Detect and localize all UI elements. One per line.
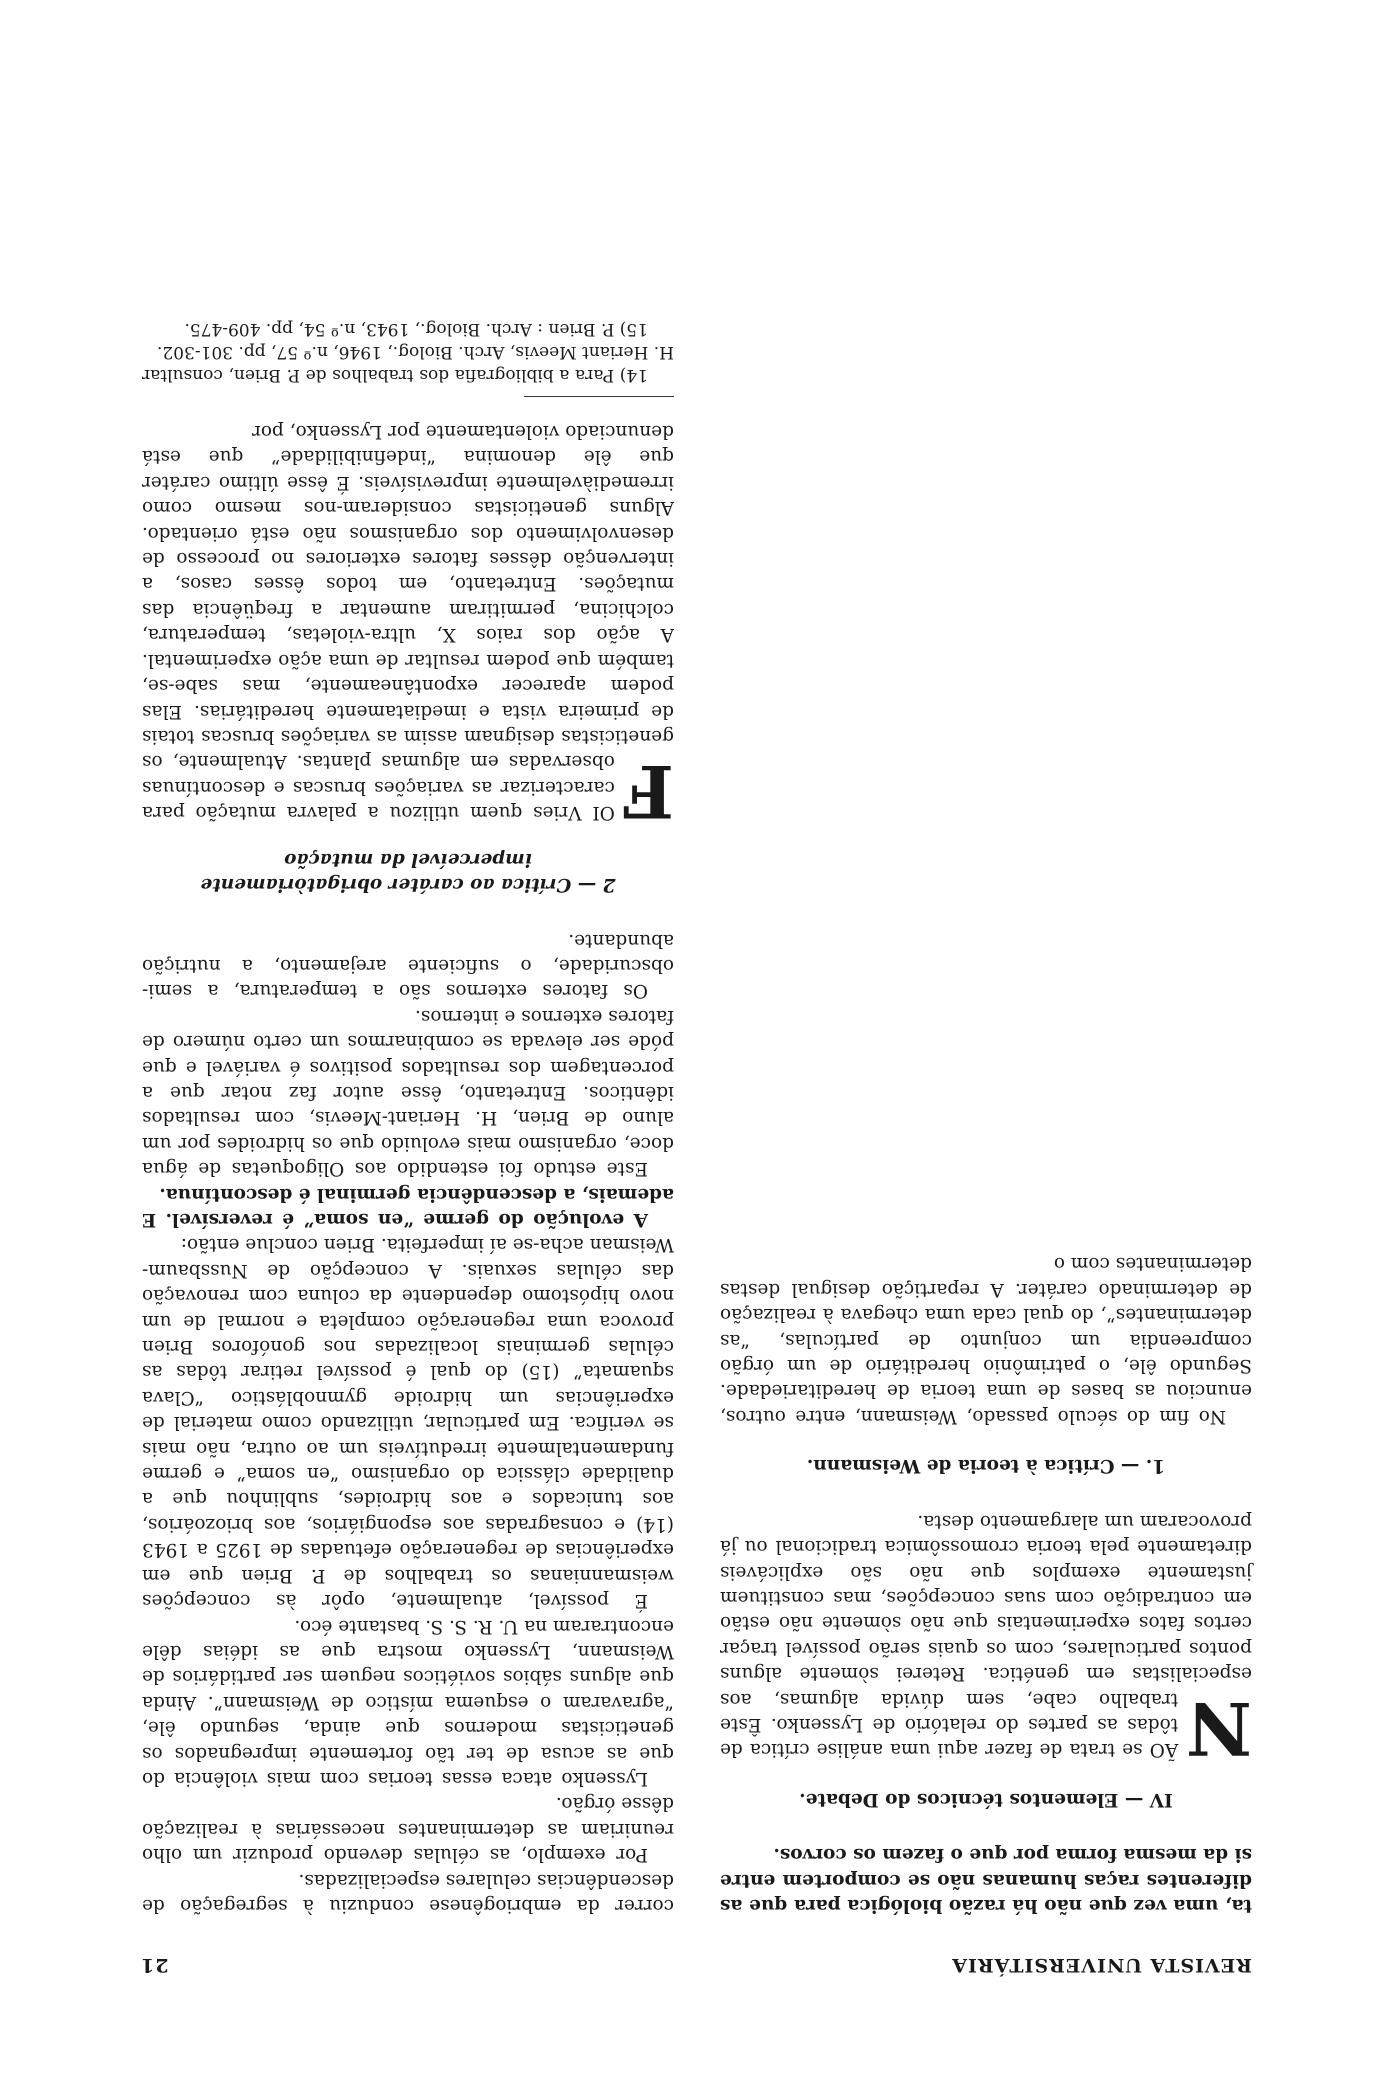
right-column bbox=[142, 317, 674, 1918]
paragraph: No fim do século passado, Weismann, entre outros, enunciou as bases de uma teoria de hereditariedade. Segundo êle, o patrimônio hereditário de um órgão compreendia um conjunto de partículas, “as determinantes”, do qual cada uma chegava à realização de determinado caráter. A repartição desigual destas determinantes com o bbox=[720, 1253, 1252, 1427]
paragraph-devries bbox=[142, 419, 674, 835]
paragraph: É possível, atualmente, opôr às concepções weismannianas os trabalhos de P. Brien que em experiências de regeneração efetuadas de 1925 a 1943 (14) e consagradas aos espongiários, aos briozoários, aos tunicados e aos hidroides, sublinhou que a dualidade clássica do organismo “en soma” e germe fundamentalmente irredutíveis um ao outra, não mais se verifica. Em particular, utilizando como material de experiências um hidroide gymnoblástico “Clava squamata” (15) do qual é possível retirar tôdas as células germinais localizadas nos gonóforos Brien provoca uma regeneração completa e normal de um novo hipóstomo dependente da coluna com renovação das células sexuais. A concepção de Nussbaum-Weisman acha-se aí imperfeita. Brien conclue então: bbox=[142, 1234, 674, 1612]
subsection-heading: 1. — Crítica à teoria de Weismann. bbox=[806, 1455, 1166, 1477]
paragraph-intro bbox=[720, 1508, 1252, 1772]
drop-cap: F bbox=[622, 749, 674, 835]
footnote-divider bbox=[524, 396, 674, 397]
paragraph: Lyssenko ataca essas teorias com mais violência do que as acusa de ter tão fortemente impregnados os geneticistas modernos que ainda, segundo êle, “agravaram o esquema místico de Weismann”. Ainda que alguns sábios soviéticos neguem ser partidários de Weismann, Lyssenko mostra que as idéias dêle encontraram na U. R. S. S. bastante éco. bbox=[142, 1615, 674, 1789]
journal-title: REVISTA UNIVERSITÁRIA bbox=[951, 1954, 1252, 1976]
paragraph: correr da embriogênese conduziu à segregação de descendências celulares especializadas. bbox=[142, 1869, 674, 1916]
paragraph: Este estudo foi estendido aos Oligoquetas de água doce, organismo mais evoluido que os hidroides por um aluno de Brien, H. Heriant-Meevis, com resultados idênticos. Entretanto, êsse autor faz notar que a porcentagem dos resultados positivos é variável e que póde ser elevada se combinarmos um certo número de fatores externos e internos. bbox=[142, 1005, 674, 1180]
page-number: 21 bbox=[140, 1954, 169, 1976]
paragraph: Por exemplo, as células devendo produzir um olho reuniriam as determinantes necessárias à realização dêsse órgão. bbox=[142, 1793, 674, 1866]
paragraph-text: OI Vries quem utilizou a palavra mutação para caracterizar as variações bruscas e descontínuas observadas em algumas plantas. Atualmente, os geneticistas designam assim as variações bruscas totais de primeira vista e imediatamente hereditárias. Elas podem aparecer expontâneamente, mas sabe-se, também que podem resultar de uma ação experimental. A ação dos raios X, ultra-violetas, temperatura, colchicina, permitiram aumentar a freqüência das mutações. Entretanto, em todos êsses casos, a intervenção dêsses fatores exteriores no processo de desenvolvimento dos organismos não está orientado. Alguns geneticistas consideram-nos mesmo como irremediàvelmente imprevisíveis. É êsse último caráter que êle denomina “indefinibilidade” que está denunciado violentamente por Lyssenko, por bbox=[142, 421, 674, 824]
running-header bbox=[140, 1946, 1252, 1976]
paragraph: ta, uma vez que não há razão biológica para que as diferentes raças humanas não se comportem entre si da mesma forma por que o fazem os corvos. bbox=[720, 1844, 1252, 1916]
footnote: 15) P. Brien : Arch. Biolog., 1943, n.º 54, pp. 409-475. bbox=[184, 318, 648, 339]
left-column bbox=[720, 1251, 1252, 1918]
footnote: 14) Para a bibliografia dos trabalhos de P. Brien, consultar H. Heriant Meevis, Arch. Biolog., 1946, n.º 57, pp. 301-302. bbox=[142, 341, 674, 385]
drop-cap: N bbox=[1186, 1686, 1252, 1772]
quote-paragraph: A evolução do germe “en soma” é reversível. E ademais, a descendência germinal é descontínua. bbox=[142, 1183, 674, 1231]
paragraph: Os fatores externos são a temperatura, a semi-obscuridade, o suficiente arejamento, a nutrição abundante. bbox=[142, 929, 674, 1002]
subsection-heading: 2 — Crítica ao caráter obrigatòriamente imperceível da mutação bbox=[200, 849, 616, 896]
section-heading: IV — Elementos técnicos do Debate. bbox=[799, 1788, 1173, 1810]
paragraph-text: ÃO se trata de fazer aqui uma análise crítica de tôdas as partes do relatório de Lyssenko. Êste trabalho cabe, sem dúvida algumas, aos especialistas em genética. Reterei sòmente alguns pontos particulares, com os quais serão possível traçar certos fatos experimentais que não sòmente não estão em contradição com suas concepções, mas constituem justamente exemplos que não são explicáveis diretamente pela teoria cromossômica tradicional ou já provocaram um alargamento desta. bbox=[720, 1510, 1252, 1761]
